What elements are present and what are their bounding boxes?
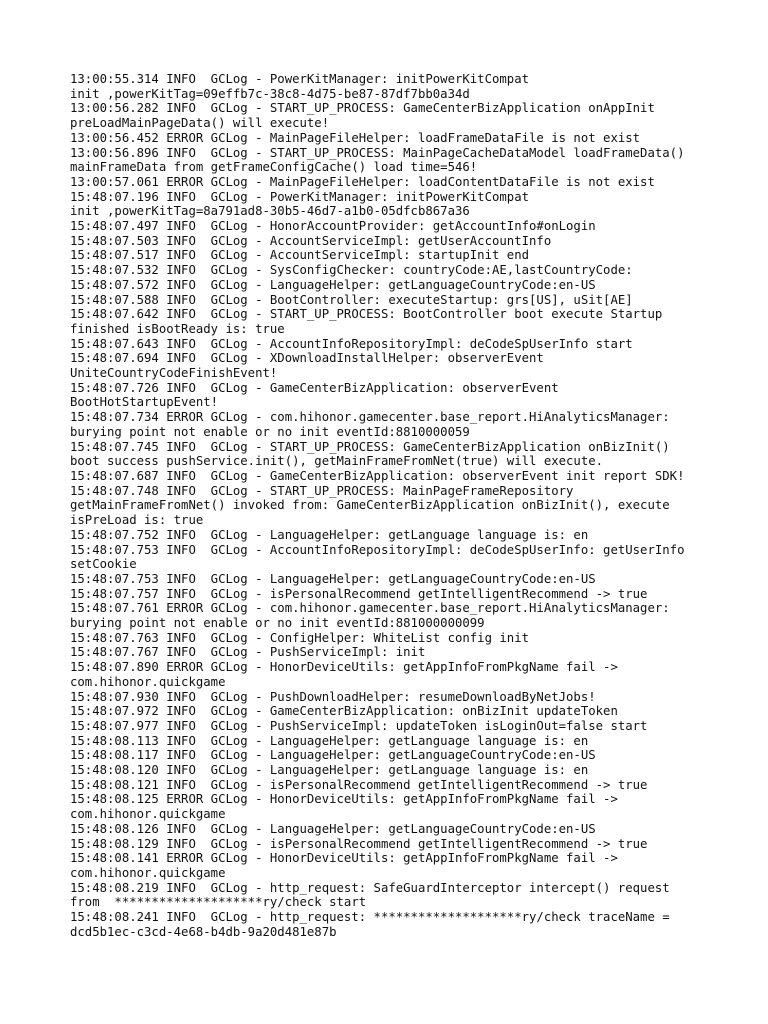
log-line: 15:48:07.687 INFO GCLog - GameCenterBizApplication: observerEvent init report SDK! <box>70 468 685 483</box>
log-line: 13:00:56.452 ERROR GCLog - MainPageFileHelper: loadFrameDataFile is not exist <box>70 130 641 145</box>
log-line: setCookie <box>70 557 137 572</box>
log-line: 15:48:07.532 INFO GCLog - SysConfigChecker: countryCode:AE,lastCountryCode: <box>70 263 633 278</box>
log-line: from ********************ry/check start <box>70 895 367 910</box>
log-line: 15:48:08.126 INFO GCLog - LanguageHelper: getLanguageCountryCode:en-US <box>70 821 596 836</box>
log-line: 15:48:07.761 ERROR GCLog - com.hihonor.gamecenter.base_report.HiAnalyticsManager: <box>70 601 670 616</box>
log-line: 15:48:07.767 INFO GCLog - PushServiceImpl: init <box>70 645 426 660</box>
log-line: 13:00:57.061 ERROR GCLog - MainPageFileHelper: loadContentDataFile is not exist <box>70 174 655 189</box>
log-line: preLoadMainPageData() will execute! <box>70 116 330 131</box>
log-line: 15:48:08.120 INFO GCLog - LanguageHelper: getLanguage language is: en <box>70 763 589 778</box>
log-line: 15:48:08.117 INFO GCLog - LanguageHelper: getLanguageCountryCode:en-US <box>70 748 596 763</box>
log-line: isPreLoad is: true <box>70 513 204 528</box>
log-line: 15:48:07.930 INFO GCLog - PushDownloadHelper: resumeDownloadByNetJobs! <box>70 689 596 704</box>
log-line: 15:48:07.752 INFO GCLog - LanguageHelper: getLanguage language is: en <box>70 527 589 542</box>
log-line: 15:48:07.753 INFO GCLog - LanguageHelper: getLanguageCountryCode:en-US <box>70 571 596 586</box>
log-line: 15:48:07.734 ERROR GCLog - com.hihonor.gamecenter.base_report.HiAnalyticsManager: <box>70 410 670 425</box>
log-line: init ,powerKitTag=8a791ad8-30b5-46d7-a1b0-05dfcb867a36 <box>70 204 470 219</box>
log-line: mainFrameData from getFrameConfigCache() load time=546! <box>70 160 478 175</box>
log-line: 15:48:07.726 INFO GCLog - GameCenterBizApplication: observerEvent <box>70 380 559 395</box>
log-line: 15:48:08.125 ERROR GCLog - HonorDeviceUtils: getAppInfoFromPkgName fail -> <box>70 792 618 807</box>
log-line: boot success pushService.init(), getMainFrameFromNet(true) will execute. <box>70 454 604 469</box>
log-line: 15:48:07.517 INFO GCLog - AccountServiceImpl: startupInit end <box>70 248 530 263</box>
log-line: getMainFrameFromNet() invoked from: GameCenterBizApplication onBizInit(), execute <box>70 498 670 513</box>
log-line: 15:48:07.588 INFO GCLog - BootController: executeStartup: grs[US], uSit[AE] <box>70 292 633 307</box>
log-line: 15:48:07.694 INFO GCLog - XDownloadInstallHelper: observerEvent <box>70 351 544 366</box>
log-line: 15:48:08.113 INFO GCLog - LanguageHelper: getLanguage language is: en <box>70 733 589 748</box>
log-line: 15:48:07.890 ERROR GCLog - HonorDeviceUtils: getAppInfoFromPkgName fail -> <box>70 660 618 675</box>
log-line: 13:00:56.896 INFO GCLog - START_UP_PROCESS: MainPageCacheDataModel loadFrameData() <box>70 145 685 160</box>
log-line: burying point not enable or no init eventId:8810000059 <box>70 424 470 439</box>
log-line: 15:48:08.219 INFO GCLog - http_request: SafeGuardInterceptor intercept() request <box>70 880 670 895</box>
log-line: BootHotStartupEvent! <box>70 395 219 410</box>
log-line: 15:48:07.748 INFO GCLog - START_UP_PROCESS: MainPageFrameRepository <box>70 483 574 498</box>
log-line: 13:00:55.314 INFO GCLog - PowerKitManager: initPowerKitCompat <box>70 72 530 86</box>
log-line: 15:48:07.497 INFO GCLog - HonorAccountProvider: getAccountInfo#onLogin <box>70 219 596 234</box>
log-line: 15:48:07.972 INFO GCLog - GameCenterBizApplication: onBizInit updateToken <box>70 704 618 719</box>
log-line: 15:48:08.241 INFO GCLog - http_request: ********************ry/check traceName = <box>70 910 670 925</box>
log-line: 15:48:07.977 INFO GCLog - PushServiceImpl: updateToken isLoginOut=false start <box>70 718 648 733</box>
log-line: 15:48:07.196 INFO GCLog - PowerKitManager: initPowerKitCompat <box>70 189 530 204</box>
log-line: burying point not enable or no init eventId:881000000099 <box>70 616 485 631</box>
log-line: 15:48:07.642 INFO GCLog - START_UP_PROCESS: BootController boot execute Startup <box>70 307 663 322</box>
log-line: 13:00:56.282 INFO GCLog - START_UP_PROCESS: GameCenterBizApplication onAppInit <box>70 101 655 116</box>
log-line: 15:48:07.745 INFO GCLog - START_UP_PROCESS: GameCenterBizApplication onBizInit() <box>70 439 670 454</box>
log-line: com.hihonor.quickgame <box>70 865 226 880</box>
log-line: 15:48:08.121 INFO GCLog - isPersonalRecommend getIntelligentRecommend -> true <box>70 777 648 792</box>
log-line: 15:48:08.129 INFO GCLog - isPersonalRecommend getIntelligentRecommend -> true <box>70 836 648 851</box>
log-line: 15:48:07.572 INFO GCLog - LanguageHelper: getLanguageCountryCode:en-US <box>70 277 596 292</box>
log-line: finished isBootReady is: true <box>70 321 285 336</box>
log-line: 15:48:07.757 INFO GCLog - isPersonalRecommend getIntelligentRecommend -> true <box>70 586 648 601</box>
log-line: 15:48:07.753 INFO GCLog - AccountInfoRepositoryImpl: deCodeSpUserInfo: getUserInfo <box>70 542 685 557</box>
log-line: 15:48:07.763 INFO GCLog - ConfigHelper: WhiteList config init <box>70 630 530 645</box>
log-line: com.hihonor.quickgame <box>70 674 226 689</box>
log-line: com.hihonor.quickgame <box>70 807 226 822</box>
log-line: dcd5b1ec-c3cd-4e68-b4db-9a20d481e87b <box>70 924 337 939</box>
log-line: init ,powerKitTag=09effb7c-38c8-4d75-be87-87df7bb0a34d <box>70 86 470 101</box>
log-line: 15:48:07.503 INFO GCLog - AccountServiceImpl: getUserAccountInfo <box>70 233 552 248</box>
log-line: 15:48:08.141 ERROR GCLog - HonorDeviceUtils: getAppInfoFromPkgName fail -> <box>70 851 618 866</box>
log-text-block <box>70 72 760 939</box>
log-line: 15:48:07.643 INFO GCLog - AccountInfoRepositoryImpl: deCodeSpUserInfo start <box>70 336 633 351</box>
log-line: UniteCountryCodeFinishEvent! <box>70 366 278 381</box>
